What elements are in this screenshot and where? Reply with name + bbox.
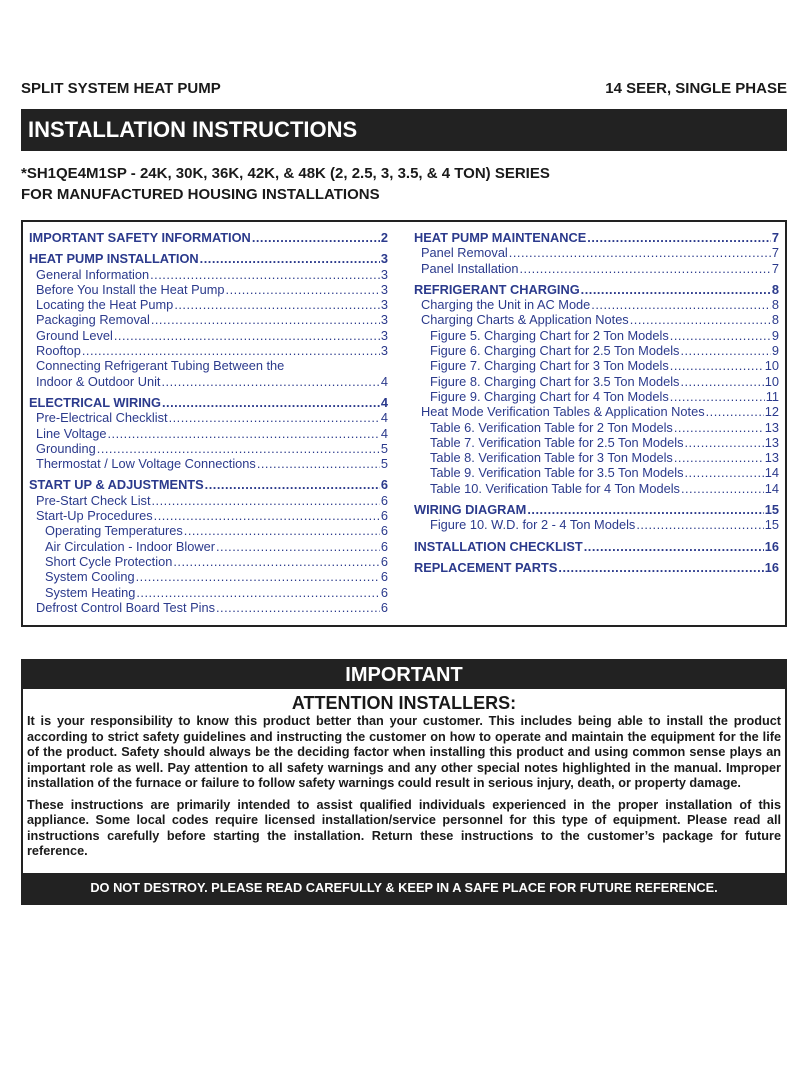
toc-page-number: 14: [764, 480, 779, 496]
toc-entry[interactable]: [29, 441, 388, 456]
toc-page-number: 3: [380, 312, 388, 328]
toc-section-heading[interactable]: [414, 282, 779, 297]
toc-dot-leader: [107, 426, 379, 441]
toc-entry[interactable]: [29, 312, 388, 327]
toc-entry-title: Grounding: [36, 440, 96, 456]
toc-entry[interactable]: [29, 493, 388, 508]
toc-entry[interactable]: [414, 450, 779, 465]
toc-dot-leader: [674, 420, 764, 435]
toc-entry-title: Figure 6. Charging Chart for 2.5 Ton Models: [430, 343, 680, 359]
toc-page-number: 6: [380, 492, 388, 508]
toc-page-number: 3: [380, 251, 388, 267]
toc-entry-title: Table 9. Verification Table for 3.5 Ton Models: [430, 465, 684, 481]
toc-entry[interactable]: [414, 404, 779, 419]
toc-page-number: 3: [380, 281, 388, 297]
toc-entry-title: Pre-Electrical Checklist: [36, 410, 168, 426]
toc-dot-leader: [150, 267, 380, 282]
toc-section-heading[interactable]: [414, 539, 779, 554]
toc-entry-wrapped-line[interactable]: Connecting Refrigerant Tubing Between the: [36, 358, 285, 374]
toc-section-heading[interactable]: [29, 477, 388, 492]
toc-dot-leader: [680, 343, 770, 358]
toc-dot-leader: [527, 502, 763, 517]
toc-page-number: 15: [764, 517, 779, 533]
toc-entry[interactable]: [414, 358, 779, 373]
toc-entry[interactable]: [414, 297, 779, 312]
toc-page-number: 6: [380, 584, 388, 600]
toc-page-number: 3: [380, 327, 388, 343]
toc-page-number: 7: [771, 230, 779, 245]
toc-entry-title: Operating Temperatures: [45, 523, 183, 539]
toc-page-number: 6: [380, 523, 388, 539]
toc-entry[interactable]: [29, 585, 388, 600]
toc-entry-title: HEAT PUMP INSTALLATION: [29, 251, 199, 267]
toc-entry[interactable]: [29, 523, 388, 538]
toc-dot-leader: [587, 230, 771, 245]
toc-page-number: 6: [380, 553, 388, 569]
model-series-subtitle: FOR MANUFACTURED HOUSING INSTALLATIONS: [21, 186, 380, 203]
toc-entry-title: Figure 10. W.D. for 2 - 4 Ton Models: [430, 517, 636, 533]
toc-entry-title: Short Cycle Protection: [45, 553, 173, 569]
do-not-destroy-footer: DO NOT DESTROY. PLEASE READ CAREFULLY & KEEP IN A SAFE PLACE FOR FUTURE REFERENCE.: [23, 873, 785, 903]
toc-dot-leader: [257, 456, 380, 471]
toc-page-number: 16: [764, 538, 779, 554]
toc-entry-title: START UP & ADJUSTMENTS: [29, 477, 204, 493]
toc-page-number: 16: [764, 559, 779, 575]
toc-page-number: 3: [380, 297, 388, 313]
toc-entry-title: HEAT PUMP MAINTENANCE: [414, 230, 587, 245]
toc-page-number: 7: [771, 245, 779, 261]
toc-entry[interactable]: [414, 420, 779, 435]
toc-entry-title: Locating the Heat Pump: [36, 297, 174, 313]
toc-dot-leader: [680, 374, 763, 389]
toc-page-number: 14: [764, 465, 779, 481]
toc-dot-leader: [584, 539, 764, 554]
toc-entry[interactable]: [29, 426, 388, 441]
important-heading: IMPORTANT: [23, 661, 785, 689]
attention-installers-heading: ATTENTION INSTALLERS:: [291, 693, 517, 713]
toc-entry-title: REPLACEMENT PARTS: [414, 559, 558, 575]
toc-page-number: 10: [764, 373, 779, 389]
document-header: [21, 80, 787, 100]
toc-entry-title: Heat Mode Verification Tables & Application Notes: [421, 404, 705, 420]
model-series: [21, 163, 787, 205]
toc-entry-title: Indoor & Outdoor Unit: [36, 373, 161, 389]
toc-entry[interactable]: [414, 261, 779, 276]
toc-entry-title: Panel Installation: [421, 260, 519, 276]
toc-entry[interactable]: [29, 374, 388, 389]
toc-dot-leader: [136, 585, 380, 600]
toc-entry-title: INSTALLATION CHECKLIST: [414, 538, 583, 554]
toc-section-heading[interactable]: [414, 502, 779, 517]
toc-page-number: 13: [764, 419, 779, 435]
toc-entry[interactable]: [414, 517, 779, 532]
toc-section-heading[interactable]: [29, 251, 388, 266]
toc-dot-leader: [216, 539, 380, 554]
product-rating: 14 SEER, SINGLE PHASE: [605, 80, 787, 97]
toc-entry[interactable]: [414, 389, 779, 404]
toc-entry-title: Figure 8. Charging Chart for 3.5 Ton Models: [430, 373, 680, 389]
toc-page-number: 5: [380, 456, 388, 472]
toc-section-heading[interactable]: [414, 560, 779, 575]
toc-dot-leader: [681, 481, 764, 496]
toc-dot-leader: [154, 508, 380, 523]
toc-page-number: 15: [764, 502, 779, 518]
table-of-contents: [21, 220, 787, 627]
toc-entry[interactable]: [29, 328, 388, 343]
toc-entry-title: Table 8. Verification Table for 3 Ton Models: [430, 450, 673, 466]
toc-left-column: [29, 230, 388, 615]
toc-page-number: 12: [764, 404, 779, 420]
toc-entry[interactable]: [414, 245, 779, 260]
toc-entry-title: Panel Removal: [421, 245, 508, 261]
toc-dot-leader: [558, 560, 763, 575]
toc-dot-leader: [685, 435, 764, 450]
toc-entry[interactable]: [29, 569, 388, 584]
important-notice: [21, 659, 787, 905]
product-type: SPLIT SYSTEM HEAT PUMP: [21, 80, 221, 97]
toc-dot-leader: [97, 441, 380, 456]
toc-entry-title: Figure 7. Charging Chart for 3 Ton Models: [430, 358, 669, 374]
toc-dot-leader: [162, 395, 380, 410]
toc-entry-title: Air Circulation - Indoor Blower: [45, 538, 215, 554]
toc-page-number: 3: [380, 266, 388, 282]
toc-section-heading[interactable]: [29, 230, 388, 245]
toc-page-number: 4: [380, 373, 388, 389]
toc-page-number: 9: [771, 327, 779, 343]
toc-entry-title: Defrost Control Board Test Pins: [36, 599, 215, 615]
toc-page-number: 8: [771, 312, 779, 328]
toc-entry-title: Before You Install the Heat Pump: [36, 281, 225, 297]
toc-page-number: 3: [380, 343, 388, 359]
toc-dot-leader: [581, 282, 771, 297]
toc-dot-leader: [509, 245, 771, 260]
toc-entry-title: System Cooling: [45, 569, 135, 585]
toc-entry[interactable]: [29, 267, 388, 282]
toc-entry[interactable]: [414, 312, 779, 327]
toc-entry-title: Charging Charts & Application Notes: [421, 312, 629, 328]
toc-dot-leader: [670, 328, 771, 343]
toc-entry-title: Ground Level: [36, 327, 113, 343]
toc-page-number: 6: [380, 508, 388, 524]
toc-dot-leader: [674, 450, 764, 465]
toc-page-number: 4: [380, 425, 388, 441]
toc-page-number: 8: [771, 281, 779, 297]
toc-dot-leader: [151, 312, 380, 327]
toc-entry-title: System Heating: [45, 584, 136, 600]
toc-entry-title: Table 10. Verification Table for 4 Ton Models: [430, 480, 680, 496]
toc-entry[interactable]: [29, 282, 388, 297]
toc-page-number: 9: [771, 343, 779, 359]
toc-entry-title: Start-Up Procedures: [36, 508, 153, 524]
toc-page-number: 10: [764, 358, 779, 374]
toc-entry-title: Charging the Unit in AC Mode: [421, 297, 591, 313]
toc-page-number: 4: [380, 394, 388, 410]
qualified-installers-paragraph: These instructions are primarily intended to assist qualified individuals experienced in the proper installation of this appliance. Some local codes require licensed installation/service personnel for this type of equipment. Please read all instructions carefully before starting the installation. Return these instructions to the customer’s package for future reference.: [27, 797, 781, 858]
toc-entry[interactable]: [414, 435, 779, 450]
document-title-banner: INSTALLATION INSTRUCTIONS: [21, 109, 787, 151]
toc-entry[interactable]: [29, 456, 388, 471]
toc-dot-leader: [114, 328, 380, 343]
toc-entry[interactable]: [414, 343, 779, 358]
toc-dot-leader: [226, 282, 380, 297]
toc-entry-title: Line Voltage: [36, 425, 107, 441]
toc-entry[interactable]: [29, 410, 388, 425]
toc-entry-title: Table 6. Verification Table for 2 Ton Models: [430, 419, 673, 435]
toc-dot-leader: [670, 358, 764, 373]
toc-entry[interactable]: [414, 465, 779, 480]
toc-entry[interactable]: [29, 508, 388, 523]
toc-entry[interactable]: [29, 297, 388, 312]
toc-dot-leader: [174, 297, 380, 312]
toc-dot-leader: [519, 261, 770, 276]
toc-dot-leader: [152, 493, 380, 508]
toc-page-number: 13: [764, 450, 779, 466]
toc-entry-title: Packaging Removal: [36, 312, 150, 328]
toc-entry-title: Thermostat / Low Voltage Connections: [36, 456, 256, 472]
toc-page-number: 6: [380, 569, 388, 585]
toc-page-number: 2: [380, 230, 388, 245]
toc-entry-title: WIRING DIAGRAM: [414, 502, 527, 518]
toc-dot-leader: [636, 517, 763, 532]
model-series-line: *SH1QE4M1SP - 24K, 30K, 36K, 42K, & 48K (2, 2.5, 3, 3.5, & 4 TON) SERIES: [21, 165, 550, 182]
toc-section-heading[interactable]: [414, 230, 779, 245]
toc-dot-leader: [82, 343, 380, 358]
toc-page-number: 6: [380, 538, 388, 554]
toc-page-number: 6: [380, 599, 388, 615]
toc-dot-leader: [169, 410, 380, 425]
toc-section-heading[interactable]: [29, 395, 388, 410]
toc-entry-title: Figure 9. Charging Chart for 4 Ton Models: [430, 388, 669, 404]
toc-dot-leader: [200, 251, 380, 266]
toc-page-number: 7: [771, 260, 779, 276]
toc-dot-leader: [205, 477, 380, 492]
toc-page-number: 8: [771, 297, 779, 313]
toc-entry-title: REFRIGERANT CHARGING: [414, 281, 580, 297]
toc-dot-leader: [706, 404, 764, 419]
toc-dot-leader: [670, 389, 765, 404]
toc-entry-title: IMPORTANT SAFETY INFORMATION: [29, 230, 251, 245]
toc-entry-title: Rooftop: [36, 343, 81, 359]
toc-page-number: 4: [380, 410, 388, 426]
toc-entry-title: General Information: [36, 266, 150, 282]
toc-dot-leader: [136, 569, 380, 584]
toc-dot-leader: [161, 374, 379, 389]
toc-page-number: 13: [764, 434, 779, 450]
toc-dot-leader: [630, 312, 771, 327]
toc-entry[interactable]: [29, 343, 388, 358]
toc-entry-title: Pre-Start Check List: [36, 492, 151, 508]
toc-entry[interactable]: [29, 554, 388, 569]
toc-right-column: [414, 230, 779, 575]
toc-dot-leader: [591, 297, 771, 312]
toc-entry[interactable]: [414, 481, 779, 496]
toc-entry-title: ELECTRICAL WIRING: [29, 394, 161, 410]
toc-dot-leader: [685, 465, 764, 480]
toc-dot-leader: [184, 523, 380, 538]
toc-entry[interactable]: [414, 374, 779, 389]
toc-entry[interactable]: [29, 600, 388, 615]
toc-dot-leader: [216, 600, 380, 615]
toc-page-number: 5: [380, 440, 388, 456]
toc-entry[interactable]: [29, 539, 388, 554]
toc-dot-leader: [252, 230, 380, 245]
toc-page-number: 11: [765, 388, 779, 404]
toc-entry-title: Figure 5. Charging Chart for 2 Ton Models: [430, 327, 669, 343]
responsibility-paragraph: It is your responsibility to know this product better than your customer. This includes being able to install the product according to strict safety guidelines and instructing the customer on how to operate and maintain the equipment for the life of the product. Safety should always be the deciding factor when installing this product and using common sense plays an important role as well. Pay attention to all safety warnings and any other special notes highlighted in the manual. Improper installation of the furnace or failure to follow safety warnings could result in serious injury, death, or property damage.: [27, 714, 781, 790]
toc-entry-title: Table 7. Verification Table for 2.5 Ton Models: [430, 434, 684, 450]
toc-entry[interactable]: [414, 328, 779, 343]
toc-page-number: 6: [380, 477, 388, 493]
toc-dot-leader: [173, 554, 380, 569]
